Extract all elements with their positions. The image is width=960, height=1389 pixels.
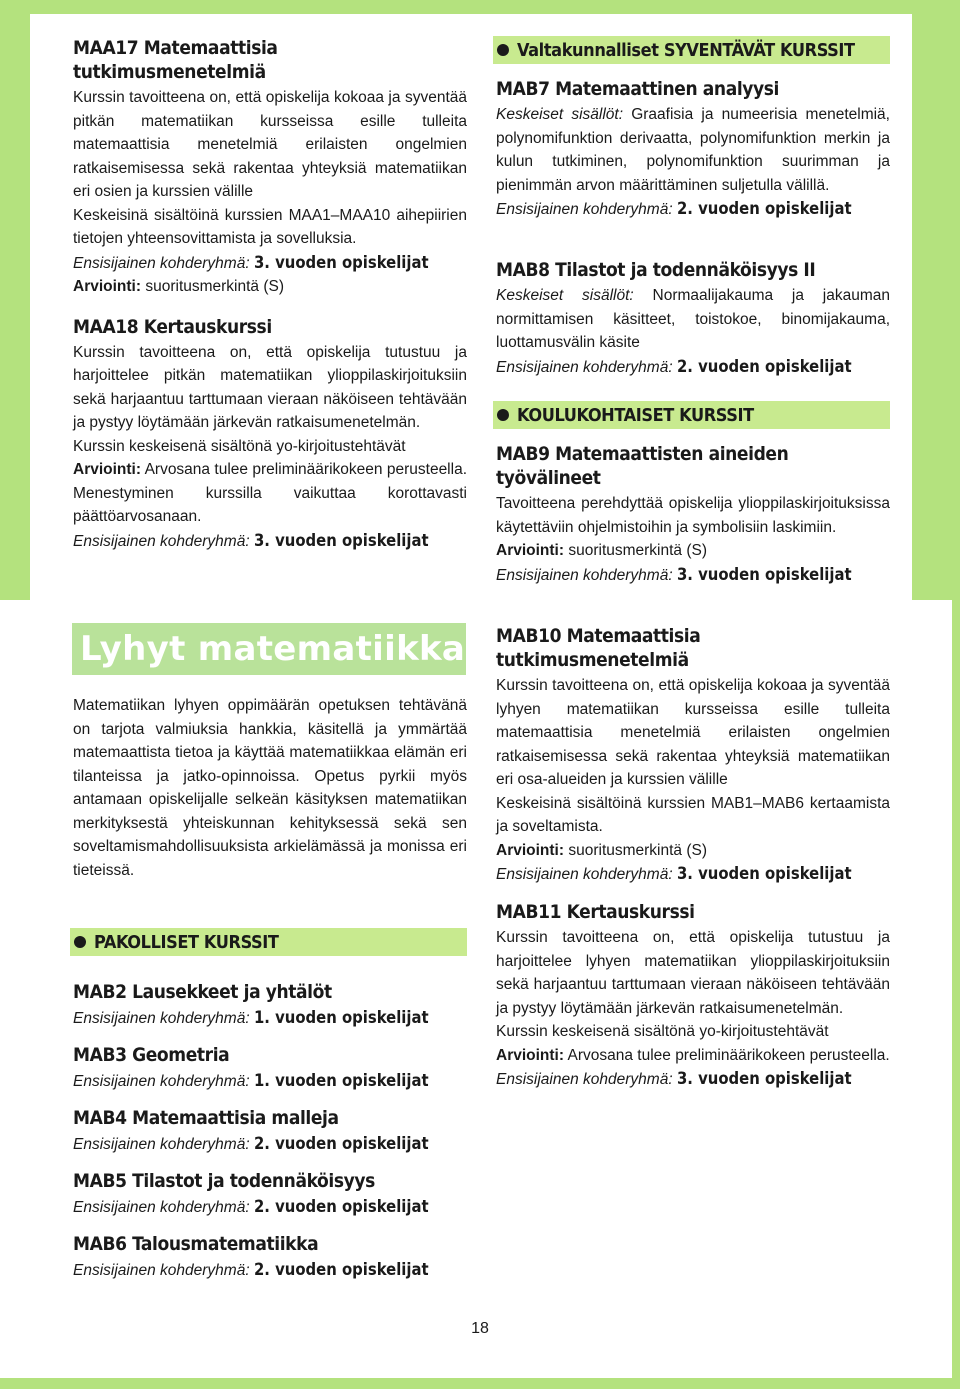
frame-top [0, 0, 960, 14]
target-label: Ensisijainen kohderyhmä: [496, 358, 673, 376]
mab3-target [73, 1069, 467, 1094]
mab10-title: MAB10 Matemaattisia tutkimusmenetelmiä [496, 625, 701, 671]
mab9-section [496, 442, 890, 587]
mab9-target [496, 563, 890, 588]
target-label: Ensisijainen kohderyhmä: [73, 1073, 250, 1090]
mab10-section [496, 624, 890, 887]
target-value: 2. vuoden opiskelijat [676, 199, 852, 218]
target-value: 3. vuoden opiskelijat [676, 564, 852, 584]
target-label: Ensisijainen kohderyhmä: [496, 201, 673, 218]
target-label: Ensisijainen kohderyhmä: [496, 1071, 673, 1088]
grade-value: suoritusmerkintä (S) [568, 841, 708, 859]
frame-bottom [0, 1378, 960, 1389]
maa17-body2: Keskeisinä sisältöinä kurssien MAA1–MAA10 aihepiirien tietojen yhteensovittamista ja sovelluksia. [73, 206, 467, 247]
target-value: 1. vuoden opiskelijat [253, 1071, 429, 1090]
mab11-title: MAB11 Kertauskurssi [496, 901, 695, 923]
grade-label: Arviointi: [496, 542, 565, 559]
mab10-body: Kurssin tavoitteena on, että opiskelija kokoaa ja syventää lyhyen matematiikan kursseissa esille tulleita matemaattisia menetelmiä erilaisten ongelmien ratkaisemisessa sekä rakentaa yhteyksiä matematiikan eri osa-alueiden ja kurssien välille [496, 677, 890, 788]
koulukohtaiset-label: KOULUKOHTAISET KURSSIT [517, 404, 754, 426]
target-label: Ensisijainen kohderyhmä: [496, 566, 673, 584]
mab10-grade [496, 839, 890, 863]
maa18-body: Kurssin tavoitteena on, että opiskelija tutustuu ja harjoittelee pitkän matematiikan ylioppilaskirjoituksiin sekä harjaantuu tarttumaan vieraan näköiseen tehtävään ja pystyy löytämään järkevän ratkaisumenetelmän. [73, 343, 467, 431]
maa17-body: Kurssin tavoitteena on, että opiskelija kokoaa ja syventää pitkän matematiikan kursseissa esille tulleita matemaattisia menetelmiä erilaisten ongelmien ratkaisemisessa sekä rakentaa yhteyksiä matematiikan eri osien ja kurssien välille [73, 89, 467, 200]
frame-left-top [0, 0, 30, 600]
target-value: 2. vuoden opiskelijat [253, 1197, 429, 1216]
mab11-section [496, 900, 890, 1092]
mab9-title: MAB9 Matemaattisten aineiden työvälineet [496, 443, 789, 489]
grade-value: Arvosana tulee preliminäärikokeen perusteella. Menestyminen kurssilla vaikuttaa korottavasti päättöarvosanaan. [73, 461, 467, 525]
target-value: 2. vuoden opiskelijat [253, 1134, 429, 1153]
mab10-target [496, 862, 890, 887]
mab7-title: MAB7 Matemaattinen analyysi [496, 78, 779, 100]
bullet-icon [74, 936, 86, 948]
grade-label: Arviointi: [73, 278, 142, 295]
mab2-section [73, 980, 467, 1031]
page-number: 18 [471, 1320, 489, 1337]
content-label: Keskeiset sisällöt: [496, 287, 634, 304]
lyhyt-body: Matematiikan lyhyen oppimäärän opetuksen tehtävänä on tarjota valmiuksia hankkia, käsitellä ja ymmärtää matemaattista tietoa ja käyttää matematiikkaa elämän eri tilanteissa ja jatko-opinnoissa. Opetus pyrkii myös antamaan opiskelijalle selkeän käsityksen matematiikan merkityksestä yhteiskunnan kehityksessä sekä sen soveltamismahdollisuuksista arkielämässä ja monissa eri tieteissä. [73, 697, 467, 879]
maa17-section [73, 36, 467, 553]
mab6-section [73, 1232, 467, 1283]
mab11-grade [496, 1044, 890, 1068]
pakolliset-section [70, 928, 467, 956]
target-value: 2. vuoden opiskelijat [253, 1260, 429, 1279]
lyhyt-title: Lyhyt matematiikka [80, 629, 466, 669]
target-value: 2. vuoden opiskelijat [676, 356, 852, 376]
mab7-content [496, 103, 890, 197]
pakolliset-bar [70, 928, 467, 956]
syventavat-section [493, 36, 890, 64]
mab10-body2: Keskeisinä sisältöinä kurssien MAB1–MAB6 kertaamista ja soveltamista. [496, 794, 890, 835]
target-label: Ensisijainen kohderyhmä: [73, 532, 250, 550]
mab9-body: Tavoitteena perehdyttää opiskelija ylioppilaskirjoituksissa käytettäviin ohjelmistoihin ja symbolisiin laskimiin. [496, 495, 890, 536]
mab3-title: MAB3 Geometria [73, 1044, 230, 1066]
mab6-title: MAB6 Talousmatematiikka [73, 1233, 319, 1255]
content-label: Keskeiset sisällöt: [496, 106, 624, 123]
mab2-target [73, 1006, 467, 1031]
mab8-title: MAB8 Tilastot ja todennäköisyys II [496, 259, 816, 281]
maa18-body2: Kurssin keskeisenä sisältönä yo-kirjoitustehtävät [73, 437, 406, 455]
maa18-title: MAA18 Kertauskurssi [73, 315, 272, 338]
mab5-target [73, 1195, 467, 1220]
mab5-section [73, 1169, 467, 1220]
target-value: 1. vuoden opiskelijat [253, 1008, 429, 1027]
maa17-title: MAA17 Matemaattisia tutkimusmenetelmiä [73, 37, 278, 83]
mab4-target [73, 1132, 467, 1157]
mab4-title: MAB4 Matemaattisia malleja [73, 1107, 339, 1129]
pakolliset-label: PAKOLLISET KURSSIT [94, 931, 279, 953]
mab11-body2: Kurssin keskeisenä sisältönä yo-kirjoitustehtävät [496, 1023, 829, 1040]
maa18-grade [73, 458, 467, 529]
grade-value: suoritusmerkintä (S) [568, 542, 708, 559]
maa17-grade [73, 275, 467, 299]
mab5-title: MAB5 Tilastot ja todennäköisyys [73, 1170, 375, 1192]
mab4-section [73, 1106, 467, 1157]
lyhyt-title-bar [72, 623, 466, 675]
lyhyt-section [73, 694, 467, 882]
mab11-body: Kurssin tavoitteena on, että opiskelija tutustuu ja harjoittelee lyhyen matematiikan ylioppilaskirjoituksiin sekä harjaantuu tarttumaan vieraan näköiseen tehtävään ja pystyy löytämään järkevän ratkaisumenetelmän. [496, 929, 890, 1017]
mab11-target [496, 1067, 890, 1092]
koulukohtaiset-section [493, 401, 890, 429]
maa18-target [73, 529, 467, 554]
mab8-content [496, 284, 890, 355]
target-value: 3. vuoden opiskelijat [676, 1069, 852, 1088]
mab8-target [496, 355, 890, 380]
frame-right-edge [952, 0, 960, 1389]
target-value: 3. vuoden opiskelijat [676, 864, 852, 883]
target-label: Ensisijainen kohderyhmä: [73, 1136, 250, 1153]
grade-value: suoritusmerkintä (S) [145, 278, 285, 295]
target-label: Ensisijainen kohderyhmä: [73, 1199, 250, 1216]
target-label: Ensisijainen kohderyhmä: [73, 1010, 250, 1027]
target-label: Ensisijainen kohderyhmä: [496, 866, 673, 883]
grade-label: Arviointi: [496, 1046, 565, 1064]
target-value: 3. vuoden opiskelijat [253, 252, 429, 272]
content-value: Graafisia ja numeerisia menetelmiä, polynomifunktion derivaatta, polynomifunktion merkin ja kulun tutkiminen, polynomifunktion suurimman ja pienimmän arvon määrittäminen suljetulla välillä. [496, 106, 890, 194]
syventavat-bar [493, 36, 890, 64]
content-value: Normaalijakauma ja jakauman normittamisen käsitteet, toistokoe, binomijakauma, luottamusvälin käsite [496, 287, 890, 351]
syventavat-label: Valtakunnalliset SYVENTÄVÄT KURSSIT [517, 39, 855, 61]
koulukohtaiset-bar [493, 401, 890, 429]
mab8-section [496, 258, 890, 379]
grade-label: Arviointi: [496, 841, 565, 859]
mab6-target [73, 1258, 467, 1283]
grade-label: Arviointi: [73, 461, 142, 478]
target-label: Ensisijainen kohderyhmä: [73, 254, 250, 272]
mab7-target [496, 197, 890, 222]
bullet-icon [497, 409, 509, 421]
mab7-section [496, 77, 890, 222]
mab2-title: MAB2 Lausekkeet ja yhtälöt [73, 981, 332, 1003]
grade-value: Arvosana tulee preliminäärikokeen perusteella. [567, 1046, 890, 1064]
bullet-icon [497, 44, 509, 56]
mab9-grade [496, 539, 890, 563]
target-label: Ensisijainen kohderyhmä: [73, 1262, 250, 1279]
maa17-target [73, 251, 467, 276]
mab3-section [73, 1043, 467, 1094]
target-value: 3. vuoden opiskelijat [253, 530, 429, 550]
